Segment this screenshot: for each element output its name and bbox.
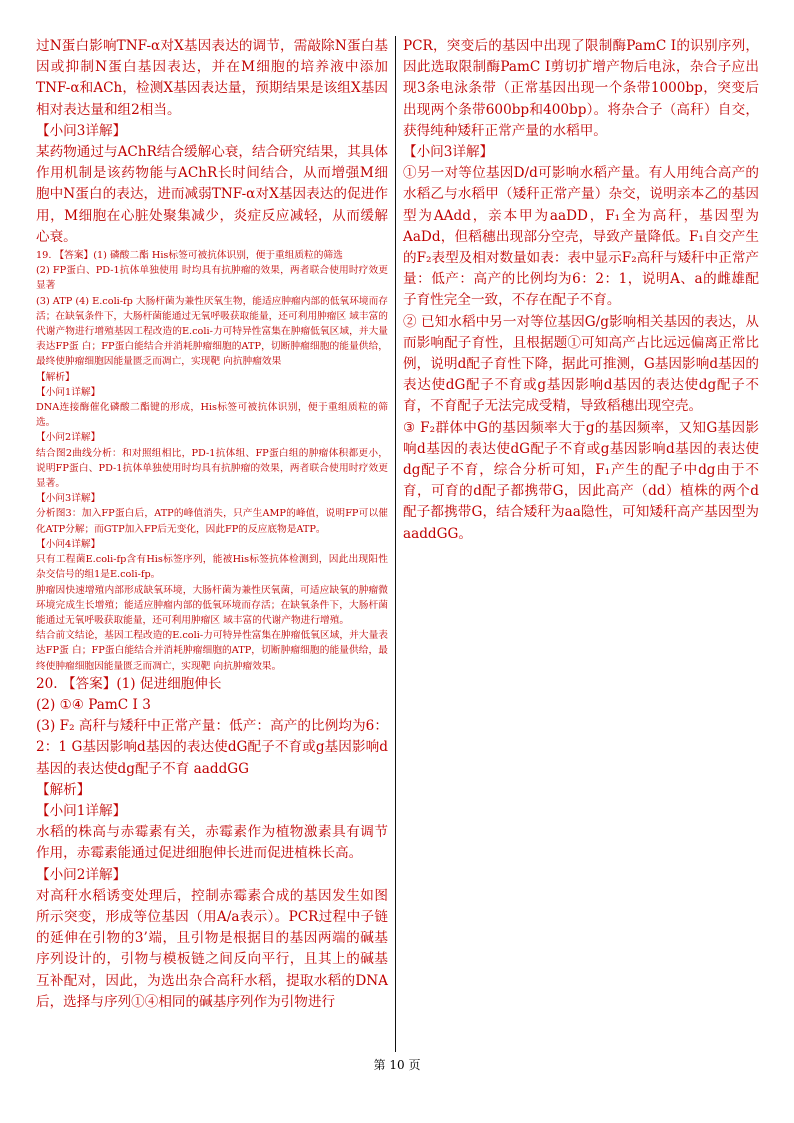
paragraph: (3) F₂ 高秆与矮秆中正常产量：低产：高产的比例均为6：2：1 G基因影响d基因的表达使dG配子不育或g基因影响d基因的表达使dg配子不育 aaddGG — [36, 718, 388, 777]
paragraph: (2) FP蛋白、PD-1抗体单独使用 时均具有抗肿瘤的效果，两者联合使用时疗效更显著 — [36, 265, 388, 292]
paragraph: 【小问1详解】 — [36, 802, 127, 819]
paragraph: 【小问4详解】 — [36, 538, 101, 550]
paragraph: 对高秆水稻诱变处理后，控制赤霉素合成的基因发生如图所示突变，形成等位基因（用A/a表示）。PCR过程中子链的延伸在引物的3’端，且引物是根据目的基因两端的碱基序列设计的，引物与模板链之间反向平行，且其上的碱基互补配对，因此，为选出杂合高秆水稻，提取水稻的DNA后，选择与序列①④相同的碱基序列作为引物进行 — [36, 887, 388, 1010]
paragraph: (2) ①④ PamC Ⅰ 3 — [36, 696, 151, 713]
paragraph: 分析图3：加入FP蛋白后，ATP的峰值消失，只产生AMP的峰值，说明FP可以催化ATP分解；而GTP加入FP后无变化，因此FP的反应底物是ATP。 — [36, 508, 388, 535]
left-column — [36, 36, 388, 1013]
paragraph: 肿瘤因快速增殖内部形成缺氧环境，大肠杆菌为兼性厌氧菌，可适应缺氧的肿瘤微环境完成生长增殖；能适应肿瘤内部的低氧环境而存活；在缺氧条件下，大肠杆菌能通过无氧呼吸获取能量，还可利用肿瘤区 域丰富的代谢产物进行增殖。 — [36, 584, 388, 626]
page-number: 第 10 页 — [373, 1058, 421, 1072]
paragraph: 结合前文结论，基因工程改造的E.coli-力可特异性富集在肿瘤低氧区域，并大量表达FP蛋 白；FP蛋白能结合并消耗肿瘤细胞的ATP，切断肿瘤细胞的能量供给，最终使肿瘤细胞因能量匮乏而凋亡，实现靶 向抗肿瘤效果。 — [36, 630, 388, 672]
paragraph: 只有工程菌E.coli-fp含有His标签序列，能被His标签抗体检测到，因此出现阳性杂交信号的组1是E.coli-fp。 — [36, 554, 388, 581]
paragraph: 某药物通过与AChR结合缓解心衰，结合研究结果，其具体作用机制是该药物能与AChR长时间结合，从而增强M细胞中N蛋白的表达，进而减弱TNF-α对X基因表达的促进作用，M细胞在心脏处聚集减少，炎症反应减轻，从而缓解心衰。 — [36, 144, 388, 245]
column-divider — [395, 36, 396, 1052]
paragraph: 【小问3详解】 — [36, 122, 127, 139]
paragraph: 【解析】 — [36, 781, 91, 798]
paragraph: 水稻的株高与赤霉素有关，赤霉素作为植物激素具有调节作用，赤霉素能通过促进细胞伸长进而促进植株长高。 — [36, 824, 388, 862]
paragraph: ①另一对等位基因D/d可影响水稻产量。有人用纯合高产的水稻乙与水稻甲（矮秆正常产量）杂交，说明亲本乙的基因型为AAdd，亲本甲为aaDD，F₁全为高秆，基因型为AaDd，但稻穗出现部分空壳，导致产量降低。F₁自交产生的F₂表型及相对数量如表：表中显示F₂高秆与矮秆中正常产量：低产：高产的比例均为6：2：1，说明A、a的雌雄配子育性完全一致，不存在配子不育。 — [403, 165, 760, 309]
paragraph: 过N蛋白影响TNF-α对X基因表达的调节，需敲除N蛋白基因或抑制N蛋白基因表达，并在M细胞的培养液中添加TNF-α和ACh，检测X基因表达量，预期结果是该组X基因相对表达量和组2相当。 — [36, 38, 388, 118]
paragraph: 结合图2曲线分析：和对照组相比，PD-1抗体组、FP蛋白组的肿瘤体积都更小，说明FP蛋白、PD-1抗体单独使用时均具有抗肿瘤的效果，两者联合使用时疗效更显著。 — [36, 447, 388, 490]
right-column — [403, 36, 759, 545]
paragraph: DNA连接酶催化磷酸二酯键的形成，His标签可被抗体识别，便于重组质粒的筛选。 — [36, 402, 388, 429]
paragraph: ③ F₂群体中G的基因频率大于g的基因频率，又知G基因影响d基因的表达使dG配子不育或g基因影响d基因的表达使dg配子不育，综合分析可知，F₁产生的配子中dg由于不育，可育的d配子都携带G，因此高产（dd）植株的两个d配子都携带G，结合矮秆为aa隐性，可知矮秆高产基因型为aaddGG。 — [403, 419, 759, 542]
paragraph: 【小问2详解】 — [36, 866, 127, 883]
paragraph: 【小问3详解】 — [36, 493, 101, 505]
paragraph: ② 已知水稻中另一对等位基因G/g影响相关基因的表达，从而影响配子育性，且根据题①可知高产占比远远偏离正常比例，说明d配子育性下降，据此可推测，G基因影响d基因的表达使dG配子不育或g基因影响d基因的表达使dg配子不育，不育配子无法完成受精，导致稻穗出现空壳。 — [403, 313, 759, 415]
answer-20: 20. 【答案】(1) 促进细胞伸长 — [36, 675, 222, 692]
paragraph: 【小问3详解】 — [403, 144, 494, 161]
answer-19: 19. 【答案】(1) 磷酸二酯 His标签可被抗体识别，便于重组质粒的筛选 — [36, 250, 343, 262]
paragraph: 【解析】 — [36, 371, 75, 383]
paragraph: PCR，突变后的基因中出现了限制酶PamC Ⅰ的识别序列，因此选取限制酶PamC Ⅰ剪切扩增产物后电泳，杂合子应出现3条电泳条带（正常基因出现一个条带1000bp，突变后出现两个条带600bp和400bp）。将杂合子（高秆）自交，获得纯种矮秆正常产量的水稻甲。 — [403, 38, 759, 139]
paragraph: 【小问1详解】 — [36, 386, 101, 398]
paragraph: (3) ATP (4) E.coli-fp 大肠杆菌为兼性厌氧生物，能适应肿瘤内部的低氧环境而存活；在缺氧条件下，大肠杆菌能通过无氧呼吸获取能量，还可利用肿瘤区 域丰富的代谢产物进行增殖基因工程改造的E.coli-力可特异性富集在肿瘤低氧区域，并大量表达FP蛋 白；FP蛋白能结合并消耗肿瘤细胞的ATP，切断肿瘤细胞的能量供给，最终使肿瘤细胞因能量匮乏而凋亡，实现靶 向抗肿瘤效果 — [36, 295, 388, 368]
paragraph: 【小问2详解】 — [36, 432, 101, 444]
